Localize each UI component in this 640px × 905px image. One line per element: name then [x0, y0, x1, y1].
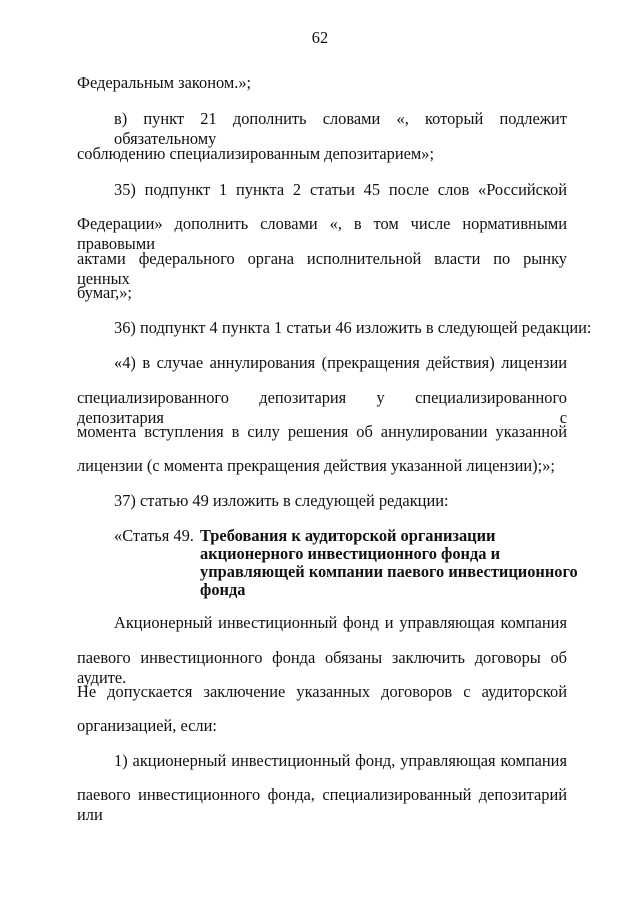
text-line: в) пункт 21 дополнить словами «, который подлежит обязательному	[114, 109, 567, 148]
page-number: 62	[311, 28, 329, 47]
text-line: Федеральным законом.»;	[77, 73, 252, 92]
text-line: актами федерального органа исполнительной власти по рынку ценных	[77, 249, 567, 288]
article-title-line: Требования к аудиторской организации	[200, 526, 496, 545]
text-line: паевого инвестиционного фонда, специализированный депозитарий или	[77, 785, 567, 824]
text-line: 37) статью 49 изложить в следующей редакции:	[114, 491, 449, 510]
text-line: Не допускается заключение указанных договоров с аудиторской	[77, 682, 567, 701]
text-line: момента вступления в силу решения об аннулировании указанной	[77, 422, 567, 441]
text-line: 1) акционерный инвестиционный фонд, управляющая компания	[114, 751, 567, 770]
article-title-line: управляющей компании паевого инвестиционного	[200, 562, 578, 581]
article-label: «Статья 49.	[114, 526, 194, 545]
text-line: специализированного депозитария у специализированного депозитария с	[77, 388, 567, 427]
text-line: лицензии (с момента прекращения действия указанной лицензии);»;	[77, 456, 555, 475]
article-title	[200, 527, 600, 599]
text-line: бумаг,»;	[77, 283, 132, 302]
article-title-line: акционерного инвестиционного фонда и	[200, 544, 501, 563]
text-line: Федерации» дополнить словами «, в том числе нормативными правовыми	[77, 214, 567, 253]
article-title-line: фонда	[200, 580, 246, 599]
text-line: 35) подпункт 1 пункта 2 статьи 45 после слов «Российской	[114, 180, 567, 199]
text-line: Акционерный инвестиционный фонд и управляющая компания	[114, 613, 567, 632]
text-line: паевого инвестиционного фонда обязаны заключить договоры об аудите.	[77, 648, 567, 687]
text-line: «4) в случае аннулирования (прекращения действия) лицензии	[114, 353, 567, 372]
text-line: соблюдению специализированным депозитарием»;	[77, 144, 435, 163]
text-line: организацией, если:	[77, 716, 217, 735]
text-line: 36) подпункт 4 пункта 1 статьи 46 изложить в следующей редакции:	[114, 318, 592, 337]
